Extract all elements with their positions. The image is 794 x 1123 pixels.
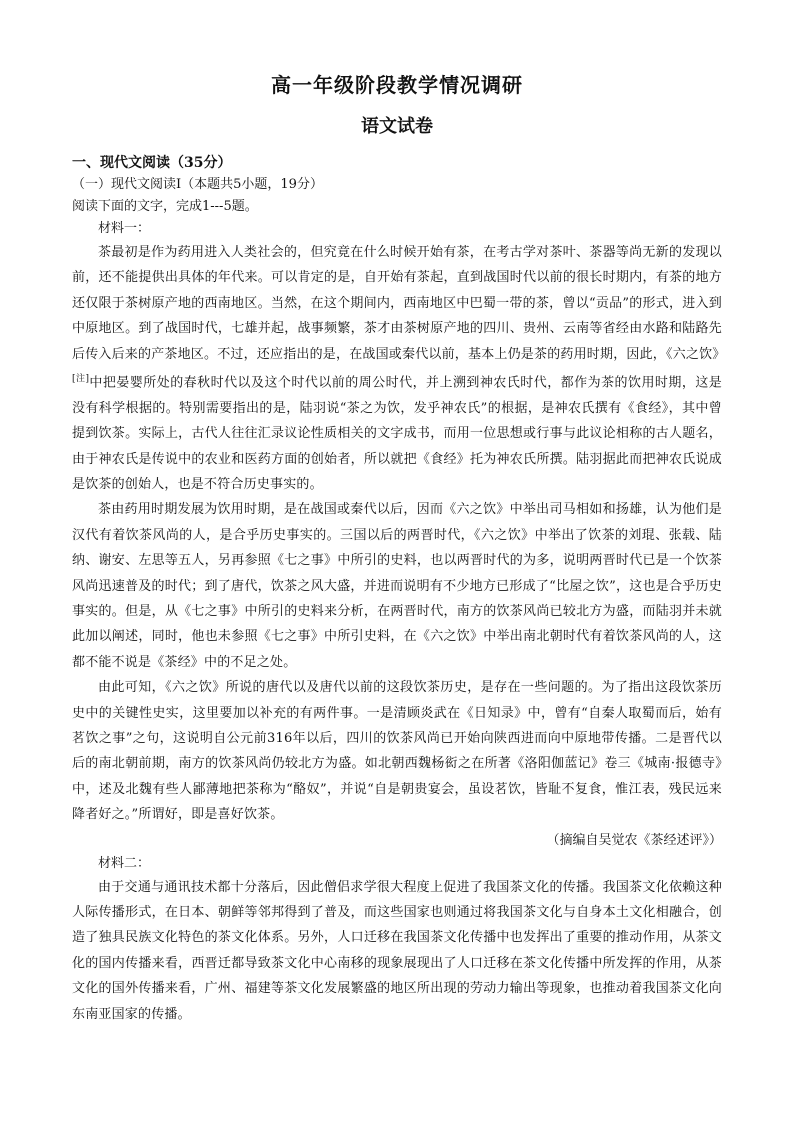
material-two-label: 材料二：: [98, 855, 151, 871]
section-heading: 一、现代文阅读（35分）: [72, 155, 232, 171]
paragraph-text-a: 茶最初是作为药用进入人类社会的，但究竟在什么时候开始有茶，在考古学对茶叶、茶器等尚无新的发现以前，还不能提供出具体的年代来。可以肯定的是，自开始有茶起，直到战国时代以前的很长时期内，有茶的地方还仅限于茶树原产地的西南地区。当然，在这个期间内，西南地区中巴蜀一带的茶，曾以“贡品”的形式，进入到中原地区。到了战国时代，七雄并起，战事频繁，茶才由茶树原产地的四川、贵州、云南等省经由水路和陆路先后传入后来的产茶地区。不过，还应指出的是，在战国或秦代以前，基本上仍是茶的药用时期，因此，《六之饮》: [72, 245, 726, 362]
material-one-label: 材料一：: [98, 221, 151, 236]
footnote-marker: [注]: [72, 374, 90, 385]
sub-section-heading: （一）现代文阅读Ⅰ（本题共5小题，19分）: [72, 177, 323, 192]
material-two-paragraph-1: 由于交通与通讯技术都十分落后，因此僧侣求学很大程度上促进了我国茶文化的传播。我国茶文化依赖这种人际传播形式，在日本、朝鲜等邻邦得到了普及，而这些国家也则通过将我国茶文化与自身本土文化相融合，创造了独具民族文化特色的茶文化体系。另外，人口迁移在我国茶文化传播中也发挥出了重要的推动作用，从茶文化的国内传播来看，西晋迁都导致茶文化中心南移的现象展现出了人口迁移在茶文化传播中所发挥的作用，从茶文化的国外传播来看，广州、福建等茶文化发展繁盛的地区所出现的劳动力输出等现象，也推动着我国茶文化向东南亚国家的传播。: [72, 879, 722, 1022]
paragraph-text-b: 中把晏婴所处的春秋时代以及这个时代以前的周公时代，并上溯到神农氏时代，都作为茶的饮用时期，这是没有科学根据的。特别需要指出的是，陆羽说“茶之为饮，发乎神农氏”的根据，是神农氏撰有《食经》，其中曾提到饮茶。实际上，古代人往往汇录议论性质相关的文字成书，而用一位思想或行事与此议论相称的古人题名，由于神农氏是传说中的农业和医药方面的创始者，所以就把《食经》托为神农氏所撰。陆羽据此而把神农氏说成是饮茶的创始人，也是不符合历史事实的。: [72, 375, 722, 492]
material-one-source: （摘编自吴觉农《茶经述评》）: [546, 832, 722, 848]
material-one-paragraph-2: 茶由药用时期发展为饮用时期，是在战国或秦代以后，因而《六之饮》中举出司马相如和扬雄，认为他们是汉代有着饮茶风尚的人，是合乎历史事实的。三国以后的两晋时代，《六之饮》中举出了饮茶的刘琨、张载、陆纳、谢安、左思等五人，另再参照《七之事》中所引的史料，也以两晋时代的为多，说明两晋时代已是一个饮茶风尚迅速普及的时代；到了唐代，饮茶之风大盛，并进而说明有不少地方已形成了“比屋之饮”，这也是合乎历史事实的。但是，从《七之事》中所引的史料来分析，在两晋时代，南方的饮茶风尚已较北方为盛，而陆羽并未就此加以阐述，同时，他也未参照《七之事》中所引史料，在《六之饮》中举出南北朝时代有着饮茶风尚的人，这都不能不说是《茶经》中的不足之处。: [72, 502, 722, 670]
instruction: 阅读下面的文字，完成1---5题。: [72, 199, 258, 214]
material-one-paragraph-3: 由此可知，《六之饮》所说的唐代以及唐代以前的这段饮茶历史，是存在一些问题的。为了指出这段饮茶历史中的关键性史实，这里要加以补充的有两件事。一是清顾炎武在《日知录》中，曾有“自秦人取蜀而后，始有茗饮之事”之句，这说明自公元前316年以后，四川的饮茶风尚已开始向陕西进而向中原地带传播。二是晋代以后的南北朝前期，南方的饮茶风尚仍较北方为盛。如北朝西魏杨衒之在所著《洛阳伽蓝记》卷三《城南·报德寺》中，述及北魏有些人鄙薄地把茶称为“酪奴”，并说“自是朝贵宴会，虽设茗饮，皆耻不复食，惟江表，残民远来降者好之。”所谓好，即是喜好饮茶。: [72, 680, 722, 823]
page-title: 高一年级阶段教学情况调研: [271, 73, 523, 97]
material-one-paragraph-1: [72, 240, 726, 497]
page-subtitle: 语文试卷: [361, 116, 433, 137]
